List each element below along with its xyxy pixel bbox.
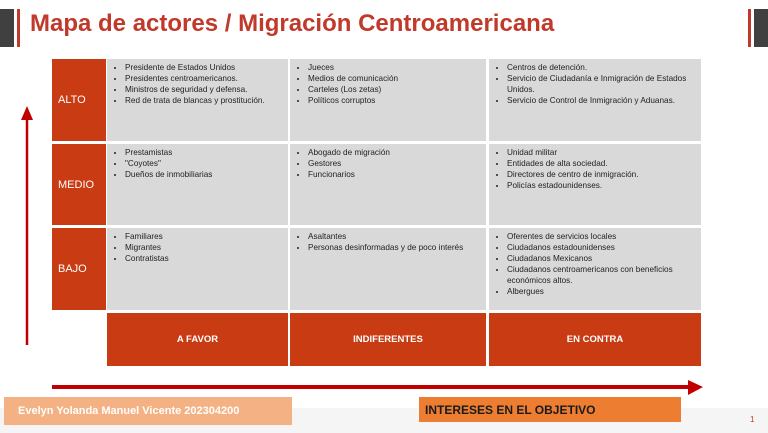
vertical-axis-arrowhead [21,106,33,120]
list-item: • Personas desinformadas y de poco interés [308,242,482,253]
row-label-medio: MEDIO [52,144,106,225]
list-item: • Directores de centro de inmigración. [507,169,697,180]
list-item: • Ciudadanos estadounidenses [507,242,697,253]
page-number: 1 [750,415,755,424]
list-item: • Familiares [125,231,284,242]
list-item: • Presidente de Estados Unidos [125,62,284,73]
list-item: • Presidentes centroamericanos. [125,73,284,84]
list-item: • Unidad militar [507,147,697,158]
list-item: • Entidades de alta sociedad. [507,158,697,169]
axis-label-intereses: INTERESES EN EL OBJETIVO [419,397,681,422]
list-item: • Dueños de inmobiliarias [125,169,284,180]
horizontal-axis-arrowhead [688,380,703,395]
list-item: • Ciudadanos centroamericanos con beneficios económicos altos. [507,264,697,286]
row-label-bajo: BAJO [52,228,106,310]
list-item: • Servicio de Ciudadanía e Inmigración de Estados Unidos. [507,73,697,95]
list-item: • Funcionarios [308,169,482,180]
row-label-alto: ALTO [52,59,106,141]
cell-alto-indiferentes [290,59,486,141]
list-item: • Asaltantes [308,231,482,242]
list-item: • Ciudadanos Mexicanos [507,253,697,264]
cell-medio-a-favor [107,144,288,225]
list-item: • Ministros de seguridad y defensa. [125,84,284,95]
list-item: • Servicio de Control de Inmigración y Aduanas. [507,95,697,106]
cell-bajo-a-favor [107,228,288,310]
cell-medio-en-contra [489,144,701,225]
slide-title: Mapa de actores / Migración Centroamericana [30,10,555,37]
list-item: • Políticos corruptos [308,95,482,106]
list-item: • Red de trata de blancas y prostitución. [125,95,284,106]
column-label-en-contra: EN CONTRA [489,313,701,366]
cell-alto-en-contra [489,59,701,141]
list-item: • Medios de comunicación [308,73,482,84]
cell-alto-a-favor [107,59,288,141]
cell-bajo-en-contra [489,228,701,310]
list-item: • "Coyotes" [125,158,284,169]
cell-bajo-indiferentes [290,228,486,310]
column-label-indiferentes: INDIFERENTES [290,313,486,366]
list-item: • Jueces [308,62,482,73]
list-item: • Migrantes [125,242,284,253]
list-item: • Albergues [507,286,697,297]
list-item: • Oferentes de servicios locales [507,231,697,242]
cell-medio-indiferentes [290,144,486,225]
author-label: Evelyn Yolanda Manuel Vicente 202304200 [4,397,292,425]
list-item: • Policías estadounidenses. [507,180,697,191]
list-item: • Gestores [308,158,482,169]
list-item: • Contratistas [125,253,284,264]
list-item: • Centros de detención. [507,62,697,73]
list-item: • Abogado de migración [308,147,482,158]
list-item: • Carteles (Los zetas) [308,84,482,95]
list-item: • Prestamistas [125,147,284,158]
column-label-a-favor: A FAVOR [107,313,288,366]
